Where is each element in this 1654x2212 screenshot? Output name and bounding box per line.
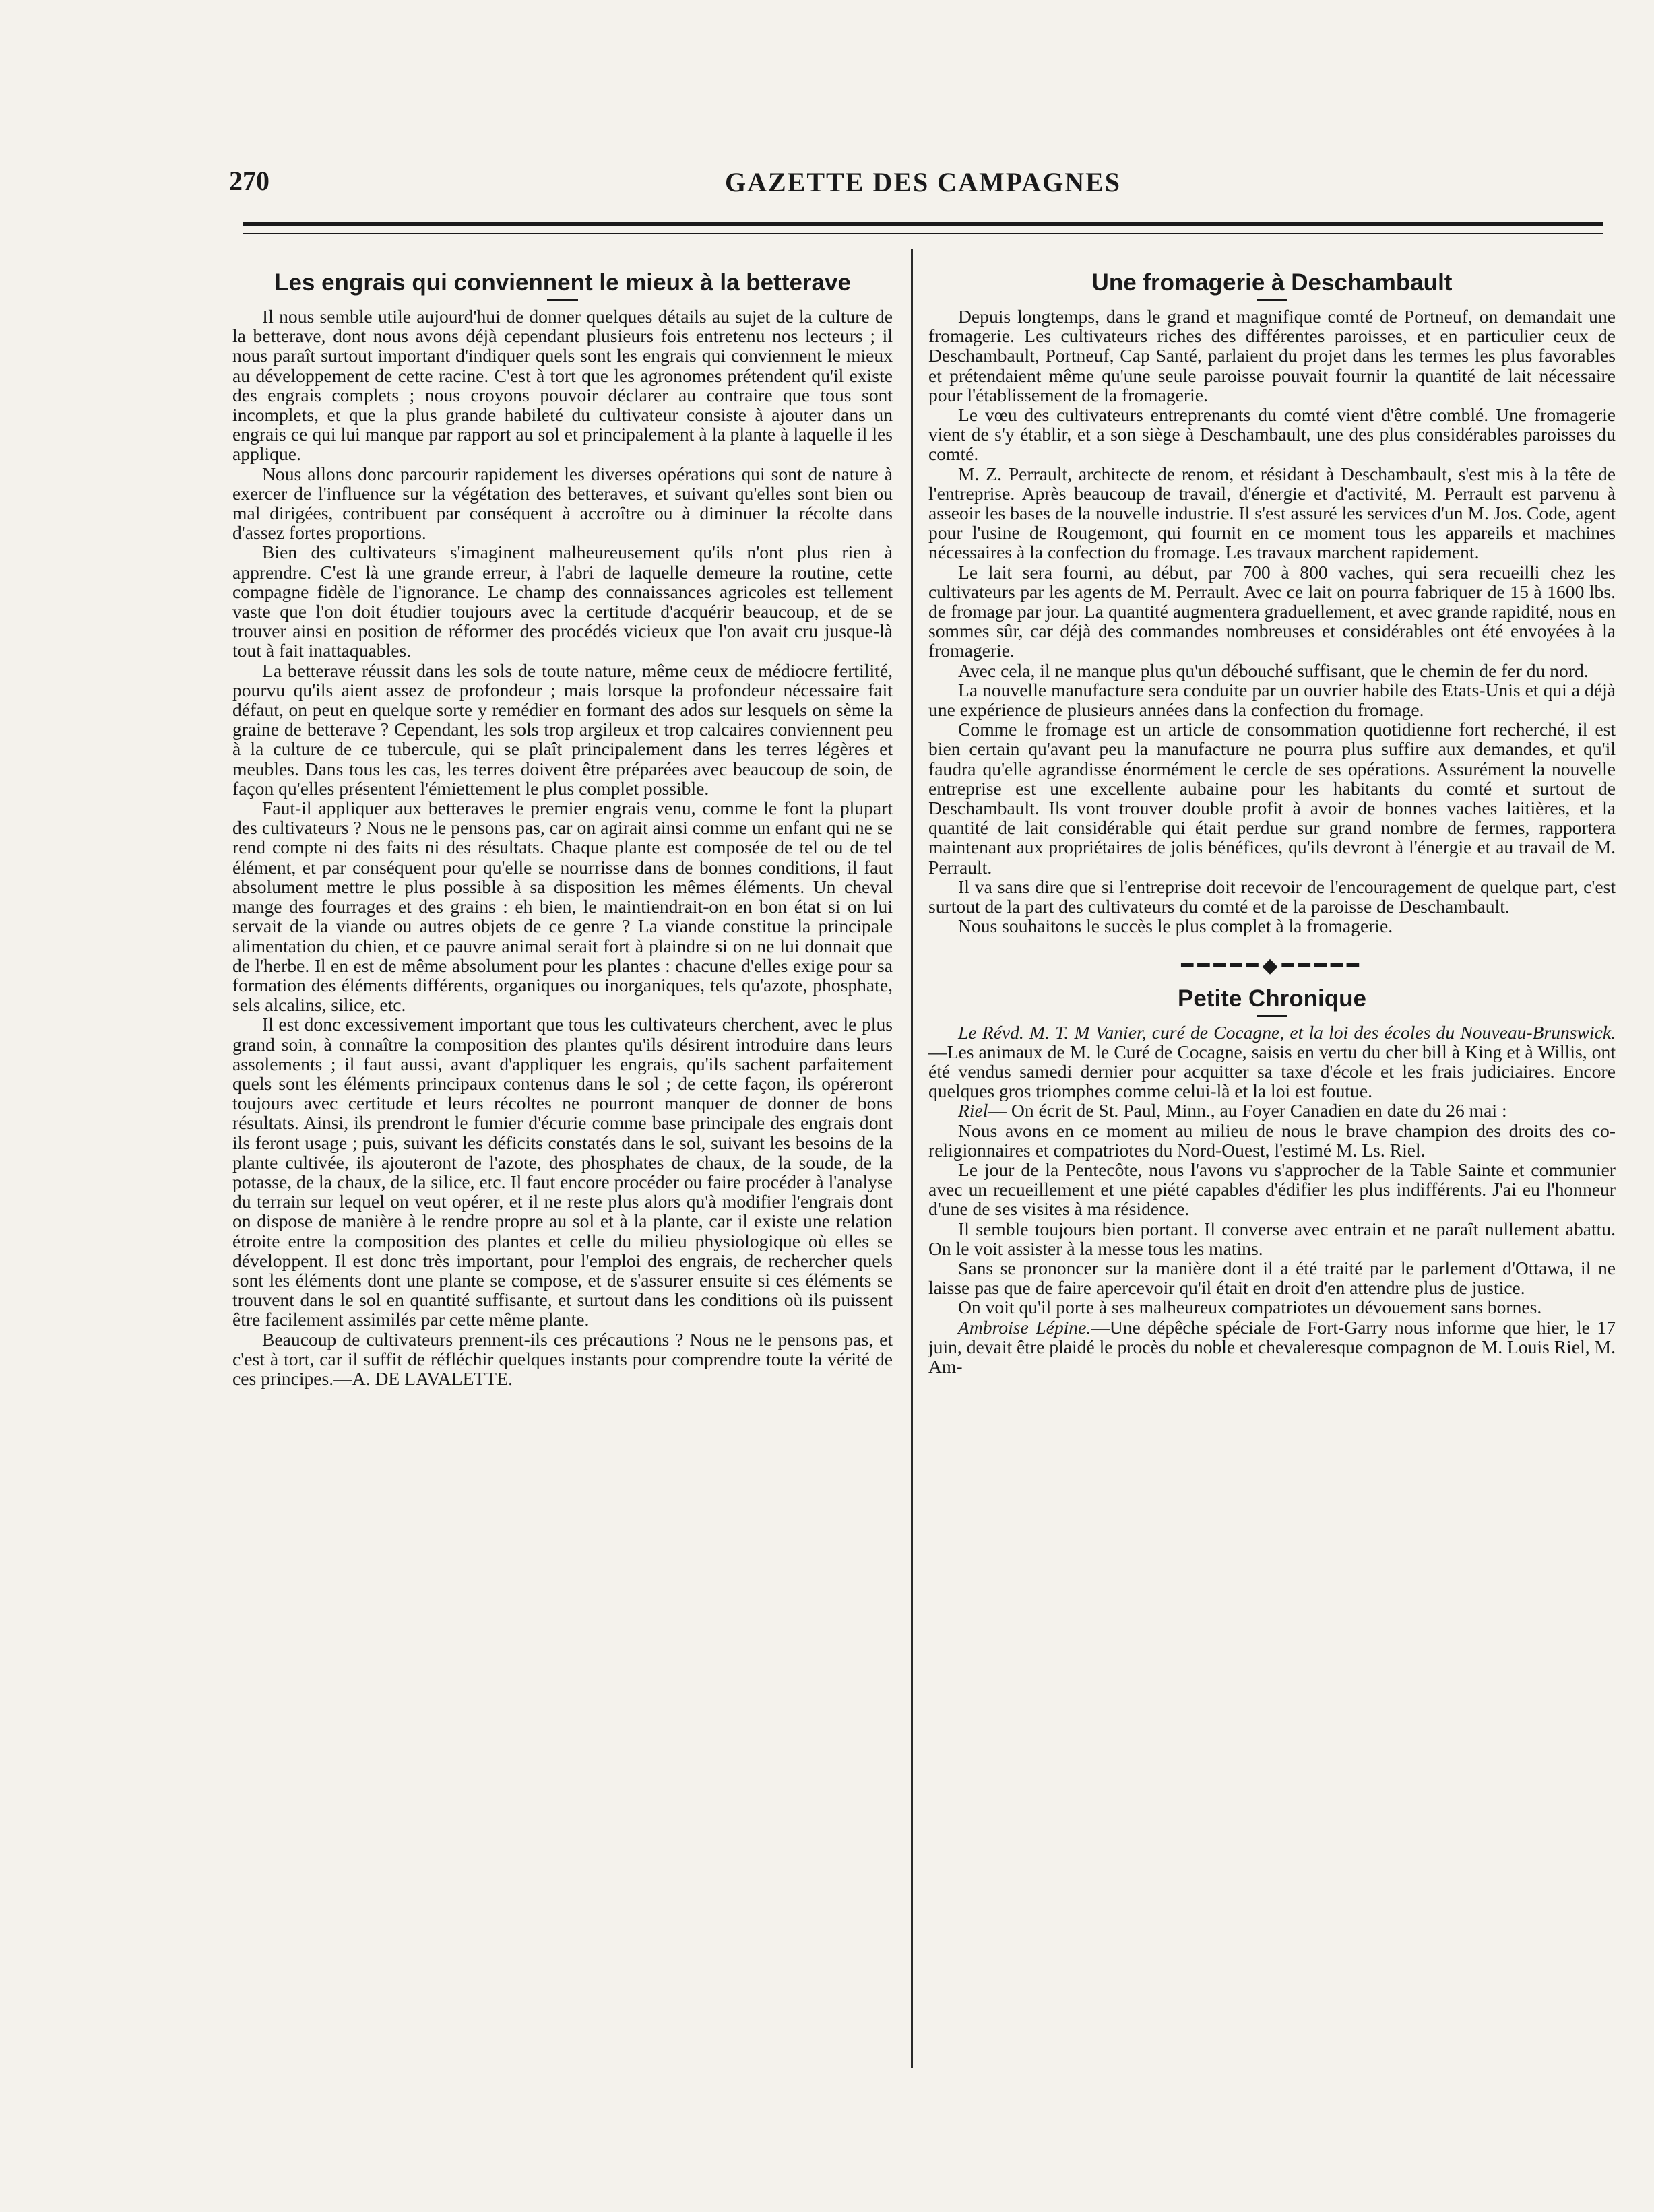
- page-number: 270: [229, 166, 269, 196]
- chronique-title: Petite Chronique: [1177, 985, 1367, 1012]
- chronique-text: On voit qu'il porte à ses malheureux compatriotes un dévouement sans bornes.: [958, 1297, 1542, 1318]
- chronique-text: Le jour de la Pentecôte, nous l'avons vu s'approcher de la Table Sainte et communier avec un recueillement et une piété capables d'édifier les plus indifférents. J'ai eu l'honneur d'une de ses visites à ma résidence.: [928, 1159, 1616, 1220]
- chronique-text: Nous avons en ce moment au milieu de nous le brave champion des droits des co-religionnaires et compatriotes du Nord-Ouest, l'estimé M. Ls. Riel.: [928, 1119, 1616, 1161]
- chronique-lead: Ambroise Lépine.: [958, 1316, 1091, 1338]
- paragraph: Nous souhaitons le succès le plus complet à la fromagerie.: [958, 915, 1393, 937]
- chronique-lead: Le Révd. M. T. M Vanier, curé de Cocagne, et la loi des écoles du Nouveau-Brunswick.: [958, 1021, 1616, 1043]
- chronique-item: [928, 1318, 1616, 1377]
- paragraph: La nouvelle manufacture sera conduite par un ouvrier habile des Etats-Unis et qui a déjà une expérience de plusieurs années dans la confection du fromage.: [928, 679, 1616, 721]
- chronique-body: [928, 1022, 1616, 1377]
- page-header: [229, 165, 1617, 205]
- paragraph: Le vœu des cultivateurs entreprenants du comté vient d'être comblé. Une fromagerie vient de s'y établir, et a son siège à Deschambault, une des plus considérables paroisses du comté.: [928, 404, 1616, 465]
- chronique-text: —Une dépêche spéciale de Fort-Garry nous informe que hier, le 17 juin, devait être plaidé le procès du noble et chevaleresque compagnon de M. Louis Riel, M. Am-: [928, 1316, 1616, 1377]
- paragraph: Nous allons donc parcourir rapidement les diverses opérations qui sont de nature à exercer de l'influence sur la végétation des betteraves, et suivant qu'elles sont bien ou mal dirigées, contribuent par conséquent à accroître ou à diminuer la récolte dans d'assez fortes proportions.: [232, 463, 893, 544]
- page-title: GAZETTE DES CAMPAGNES: [724, 167, 1121, 197]
- title-dash: [1257, 1015, 1287, 1017]
- article-body-engrais: [232, 306, 893, 1388]
- right-column: [928, 263, 1616, 1376]
- chronique-text: Il semble toujours bien portant. Il converse avec entrain et ne paraît nullement abattu. On le voit assister à la messe tous les matins.: [928, 1218, 1616, 1259]
- column-divider: [911, 249, 913, 2068]
- paragraph: Bien des cultivateurs s'imaginent malheureusement qu'ils n'ont plus rien à apprendre. C'est là une grande erreur, à l'abri de laquelle demeure la routine, cette compagne fidèle de l'ignorance. Le champ des connaissances agricoles est tellement vaste que l'on doit étudier toujours avec la certitude d'acquérir beaucoup, et de se trouver ainsi en position de réformer des procédés vicieux que l'on avait cru jusque-là tout à fait inattaquables.: [232, 542, 893, 661]
- chronique-item: [928, 1219, 1616, 1258]
- chronique-item: [928, 1121, 1616, 1160]
- paragraph: Il nous semble utile aujourd'hui de donner quelques détails au sujet de la culture de la betterave, dont nous avons déjà cependant plusieurs fois entretenu nos lecteurs ; il nous paraît surtout important d'indiquer quels sont les engrais qui conviennent le mieux au développement de cette racine. C'est à tort que les agronomes prétendent qu'il existe des engrais complets ; nous croyons pouvoir déclarer au contraire que tous sont incomplets, et que la plus grande habileté du cultivateur consiste à ajouter dans un engrais ce qui lui manque par rapport au sol et principalement à la plante à laquelle il les applique.: [232, 306, 893, 465]
- article-title-fromagerie: Une fromagerie à Deschambault: [1091, 269, 1453, 296]
- paragraph: Avec cela, il ne manque plus qu'un débouché suffisant, que le chemin de fer du nord.: [958, 659, 1589, 681]
- chronique-item: [928, 1101, 1616, 1120]
- header-rule-thin: [243, 233, 1603, 234]
- article-title-engrais: Les engrais qui conviennent le mieux à la betterave: [274, 269, 851, 296]
- paragraph: La betterave réussit dans les sols de toute nature, même ceux de médiocre fertilité, pourvu qu'ils aient assez de profondeur ; mais lorsque la profondeur nécessaire fait défaut, on peut en quelque sorte y remédier en formant des ados sur lesquels on sème la graine de betterave ? Cependant, les sols trop argileux et trop calcaires conviennent peu à la culture de ce tubercule, qui se plaît principalement dans les terres légères et meubles. Dans tous les cas, les terres doivent être préparées avec beaucoup de soin, de façon qu'elles présentent l'émiettement le plus complet possible.: [232, 659, 893, 799]
- chronique-text: Sans se prononcer sur la manière dont il a été traité par le parlement d'Ottawa, il ne laisse pas que de faire apercevoir qu'il était en droit d'en attendre plus de justice.: [928, 1257, 1616, 1299]
- chronique-item: [928, 1258, 1616, 1297]
- title-dash: [1257, 299, 1287, 301]
- paragraph-text: Beaucoup de cultivateurs prennent-ils ces précautions ? Nous ne le pensons pas, et c'est à tort, car il suffit de réfléchir quelques instants pour comprendre toute la vérité de ces principes.: [232, 1328, 893, 1389]
- chronique-text: —Les animaux de M. le Curé de Cocagne, saisis en vertu du cher bill à King et à Willis, ont été vendus samedi dernier pour acquitter sa taxe d'école et les frais judiciaires. Encore quelques gros triomphes comme celui-là et la loi est foutue.: [928, 1041, 1616, 1102]
- paragraph: Depuis longtemps, dans le grand et magnifique comté de Portneuf, on demandait une fromagerie. Les cultivateurs riches des différentes paroisses, et en particulier ceux de Deschambault, Portneuf, Cap Santé, parlaient du projet dans les termes les plus favorables et prétendaient même qu'une seule paroisse pouvait fournir la quantité de lait nécessaire pour l'établissement de la fromagerie.: [928, 306, 1616, 405]
- paragraph: Faut-il appliquer aux betteraves le premier engrais venu, comme le font la plupart des cultivateurs ? Nous ne le pensons pas, car on agirait ainsi comme un enfant qui ne se rend compte ni des faits ni des résultats. Chaque plante est composée de tel ou de tel élément, et par conséquent pour qu'elle se nourrisse dans de bonnes conditions, il faut absolument mettre le plus possible à sa disposition les mêmes éléments. Un cheval mange des fourrages et des grains : eh bien, le maintiendrait-on en bon état si on lui servait de la viande ou autres objets de ce genre ? La viande constitue la principale alimentation du chien, et ce pauvre animal serait fort à plaindre si on ne lui donnait que de l'herbe. Il en est de même absolument pour les plantes : chacune d'elles exige pour sa formation des éléments différents, organiques ou inorganiques, tels qu'azote, phosphate, sels alcalins, silice, etc.: [232, 798, 893, 1016]
- chronique-item: [928, 1022, 1616, 1101]
- chronique-lead: Riel: [958, 1100, 988, 1121]
- paragraph: M. Z. Perrault, architecte de renom, et résidant à Deschambault, s'est mis à la tête de l'entreprise. Après beaucoup de travail, d'énergie et d'activité, M. Perrault est parvenu à asseoir les bases de la nouvelle industrie. Il s'est assuré les services d'un M. Jos. Code, agent pour l'usine de Rougemont, qui fournit en ce moment tous les appareils et machines nécessaires à la confection du fromage. Les travaux marchent rapidement.: [928, 463, 1616, 563]
- title-dash: [547, 299, 578, 301]
- section-ornament: ━━━━━◆━━━━━: [1181, 954, 1363, 977]
- header-rule-thick: [243, 222, 1603, 226]
- chronique-item: [928, 1297, 1616, 1317]
- chronique-text: — On écrit de St. Paul, Minn., au Foyer Canadien en date du 26 mai :: [988, 1100, 1507, 1121]
- paragraph: Comme le fromage est un article de consommation quotidienne fort recherché, il est bien certain qu'avant peu la manufacture ne pourra plus suffire aux demandes, et qu'il faudra qu'elle agrandisse énormément le cercle de ses opérations. Assurément la nouvelle entreprise est une excellente aubaine pour les habitants du comté et surtout de Deschambault. Ils vont trouver double profit à avoir de bonnes vaches laitières, et la quantité de lait considérable qui était perdue sur grand nombre de fermes, rapportera maintenant aux propriétaires de jolis bénéfices, qu'ils devront à l'énergie et au travail de M. Perrault.: [928, 719, 1616, 878]
- paragraph: Il va sans dire que si l'entreprise doit recevoir de l'encouragement de quelque part, c'est surtout de la part des cultivateurs du comté et de la paroisse de Deschambault.: [928, 876, 1616, 917]
- paragraph: Il est donc excessivement important que tous les cultivateurs cherchent, avec le plus grand soin, à connaître la composition des plantes qu'ils désirent introduire dans leurs assolements ; il faut aussi, avant d'appliquer les engrais, qu'ils sachent parfaitement quels sont les éléments principaux contenus dans le sol ; de cette façon, ils opéreront toujours avec certitude et leurs récoltes ne pourront manquer de donner de bons résultats. Ainsi, ils prendront le fumier d'écurie comme base principale des engrais dont ils feront usage ; puis, suivant les déficits constatés dans le sol, suivant les besoins de la plante cultivée, ils ajouteront de l'azote, des phosphates de chaux, de la soude, de la potasse, de la chaux, de la silice, etc. Il faut encore procéder ou faire procéder à l'analyse du terrain sur lequel on veut opérer, et il ne reste plus alors qu'à modifier l'engrais dont on dispose de manière à le rendre propre au sol et à la plante, car il existe une relation étroite entre la composition des plantes et celle du milieu physiologique où elles se développent. Il est donc très important, pour l'emploi des engrais, de rechercher quels sont les éléments dont une plante se compose, et de s'assurer ensuite si ces éléments se trouvent dans le sol en quantité suffisante, et surtout dans les conditions où ils puissent être facilement assimilés par cette même plante.: [232, 1014, 893, 1330]
- paragraph-last: [232, 1330, 893, 1389]
- paragraph: Le lait sera fourni, au début, par 700 à 800 vaches, qui sera recueilli chez les cultivateurs par les agents de M. Perrault. Avec ce lait on pourra fabriquer de 15 à 1600 lbs. de fromage par jour. La quantité augmentera graduellement, et avec grande rapidité, nous en sommes sûr, car déjà des commandes nombreuses et considérables ont été envoyées à la fromagerie.: [928, 561, 1616, 661]
- chronique-item: [928, 1160, 1616, 1219]
- article-signature: —A. DE LAVALETTE.: [333, 1367, 513, 1389]
- article-body-fromagerie: [928, 306, 1616, 936]
- left-column: [232, 263, 893, 1388]
